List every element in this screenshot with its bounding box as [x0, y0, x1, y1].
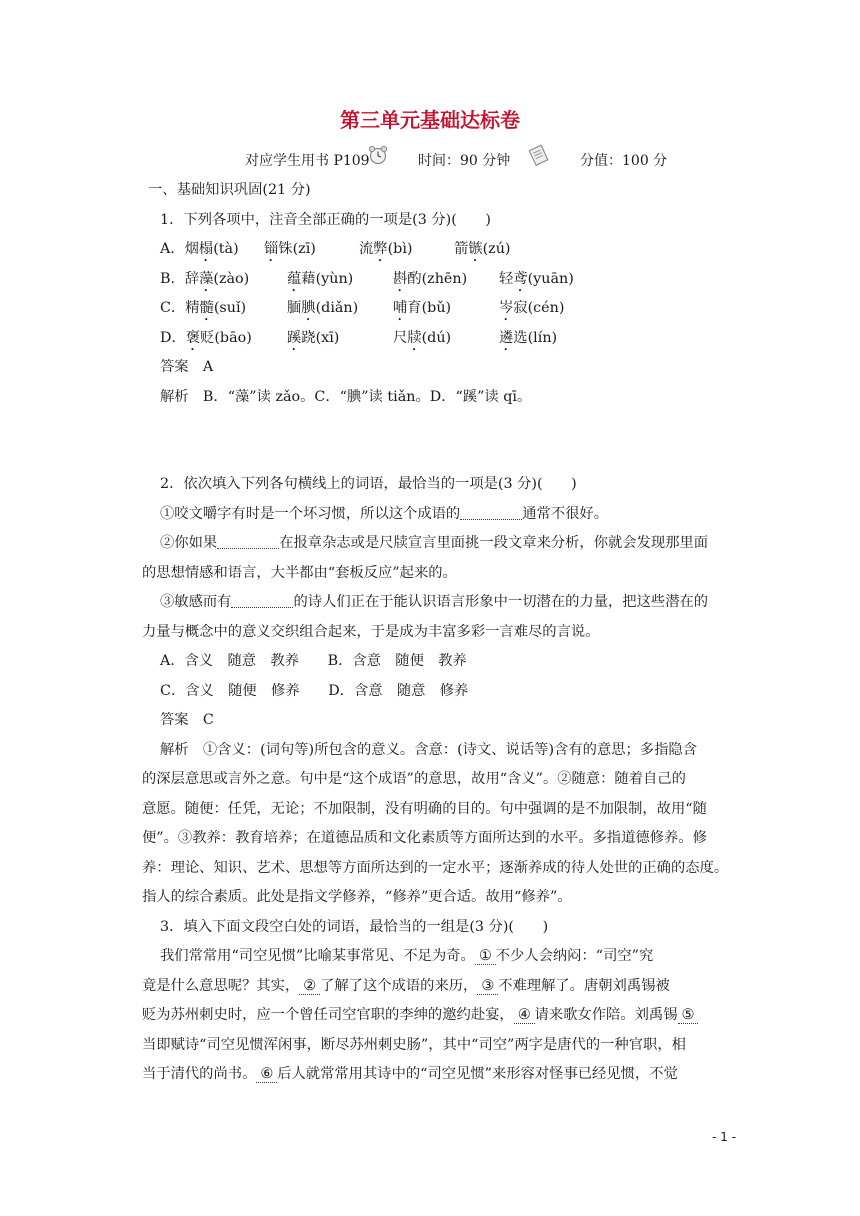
q3-paragraph-line-4: 当即赋诗“司空见惯浑闲事，断尽苏州刺史肠”，其中“司空”两字是唐代的一种官职，相 — [142, 1036, 686, 1053]
q2-sentence-3 — [160, 588, 709, 618]
page-number: - 1 - — [712, 1130, 736, 1144]
q3-text: 后人就常常用其诗中的“司空见惯”来形容对怪事已经见惯，不觉 — [277, 1066, 678, 1082]
q2-analysis-4: 便”。③教养：教育培养；在道德品质和文化素质等方面所达到的水平。多指道德修养。修 — [142, 830, 707, 846]
q3-text: 贬为苏州刺史时，应一个曾任司空官职的李绅的邀约赴宴， — [142, 1007, 514, 1023]
q3-blank-2: ② — [299, 978, 320, 995]
q3-blank-5: ⑤ — [678, 1007, 699, 1024]
q3-blank-3: ③ — [477, 978, 498, 995]
book-reference: 对应学生用书 P109 — [245, 153, 370, 169]
q3-text: 竟是什么意思呢？其实， — [142, 977, 300, 994]
q3-paragraph-line-5 — [142, 1060, 678, 1090]
q1-analysis: 解析 B．“藻”读 zǎo。C．“腆”读 tiǎn。D．“蹊”读 qī。 — [160, 388, 532, 405]
q3-paragraph-line-2 — [142, 972, 670, 1002]
paper-icon — [528, 144, 550, 166]
total-score: 分值：100 分 — [580, 153, 668, 169]
q1-option-b: B．辞藻(zào) 蕴藉(yùn) 斟酌(zhēn) 轻鸢(yuān) — [160, 270, 574, 287]
section-heading: 一、基础知识巩固(21 分) — [148, 182, 311, 198]
q2-analysis-5: 养：理论、知识、艺术、思想等方面所达到的一定水平；逐渐养成的待人处世的正确的态度。 — [142, 859, 729, 876]
q2-sentence-1 — [160, 500, 670, 530]
question-3-stem: 3．填入下面文段空白处的词语，最恰当的一组是(3 分)( ) — [160, 918, 549, 935]
time-limit: 时间：90 分钟 — [418, 153, 511, 169]
meta-line — [0, 150, 860, 172]
q3-text: 请来歌女作陪。刘禹锡 — [534, 1007, 678, 1023]
q2-analysis-2: 的深层意思或言外之意。句中是“这个成语”的意思，故用“含义”。②随意：随着自己的 — [142, 771, 686, 787]
q2-s3-text-b: 的诗人们正在于能认识语言形象中一切潜在的力量，把这些潜在的 — [293, 594, 709, 610]
q3-text: 我们常常用“司空见惯”比喻某事常见、不足为奇。 — [160, 948, 475, 964]
q3-paragraph-line-3 — [142, 1001, 695, 1031]
q3-text: 不难理解了。唐朝刘禹锡被 — [498, 977, 670, 994]
q3-blank-4: ④ — [514, 1007, 535, 1024]
q3-text: 当于清代的尚书。 — [142, 1066, 257, 1082]
q2-options-cd: C．含义 随便 修养 D．含意 随意 修养 — [160, 682, 469, 699]
q2-s2-text-a: ②你如果 — [160, 535, 218, 551]
q3-blank-1: ① — [475, 948, 496, 965]
q2-analysis-6: 指人的综合素质。此处是指文学修养，“修养”更合适。故用“修养”。 — [142, 889, 572, 905]
question-1-stem: 1．下列各项中，注音全部正确的一项是(3 分)( ) — [160, 211, 491, 228]
q2-answer: 答案 C — [160, 712, 214, 728]
q2-s1-text-a: ①咬文嚼字有时是一个坏习惯，所以这个成语的 — [160, 505, 461, 522]
q1-option-d: D．褒贬(bāo) 蹊跷(xī) 尺牍(dú) 遴选(lín) — [160, 329, 558, 346]
q2-options-ab: A．含义 随意 教养 B．含意 随便 教养 — [160, 653, 467, 669]
q2-sentence-2 — [160, 529, 709, 559]
q2-blank-3 — [231, 591, 293, 608]
q3-text: 不少人会纳闷：“司空”究 — [495, 948, 654, 964]
alarm-clock-icon — [367, 144, 389, 166]
q1-answer: 答案 A — [160, 359, 214, 375]
question-2-stem: 2．依次填入下列各句横线上的词语，最恰当的一项是(3 分)( ) — [160, 476, 577, 492]
q2-analysis-3: 意愿。随便：任凭，无论；不加限制，没有明确的目的。句中强调的是不加限制，故用“随 — [142, 800, 707, 817]
document-body — [142, 176, 729, 1090]
q3-paragraph-line-1 — [160, 942, 670, 972]
q2-blank-2 — [217, 532, 279, 549]
q1-option-a: A．烟榻(tà) 锱铢(zī) 流弊(bì) 箭镞(zú) — [160, 241, 511, 257]
q2-s3-text-a: ③敏感而有 — [160, 594, 232, 610]
q2-analysis-1: 解析 ①含义：(词句等)所包含的意义。含意：(诗文、说话等)含有的意思；多指隐含 — [160, 741, 697, 758]
q2-s3-text-c: 力量与概念中的意义交织组合起来，于是成为丰富多彩一言难尽的言说。 — [142, 623, 600, 640]
q2-s2-text-c: 的思想情感和语言，大半都由“套板反应”起来的。 — [142, 564, 457, 581]
page-title: 第三单元基础达标卷 — [340, 108, 520, 132]
q3-blank-6: ⑥ — [256, 1066, 277, 1083]
q3-text: 了解了这个成语的来历， — [320, 977, 478, 994]
q1-option-c: C．精髓(suǐ) 腼腆(diǎn) 哺育(bǔ) 岑寂(cén) — [160, 300, 565, 316]
q2-blank-1 — [460, 503, 522, 520]
q2-s2-text-b: 在报章杂志或是尺牍宣言里面挑一段文章来分析，你就会发现那里面 — [279, 535, 709, 551]
q2-s1-text-b: 通常不很好。 — [522, 505, 609, 522]
